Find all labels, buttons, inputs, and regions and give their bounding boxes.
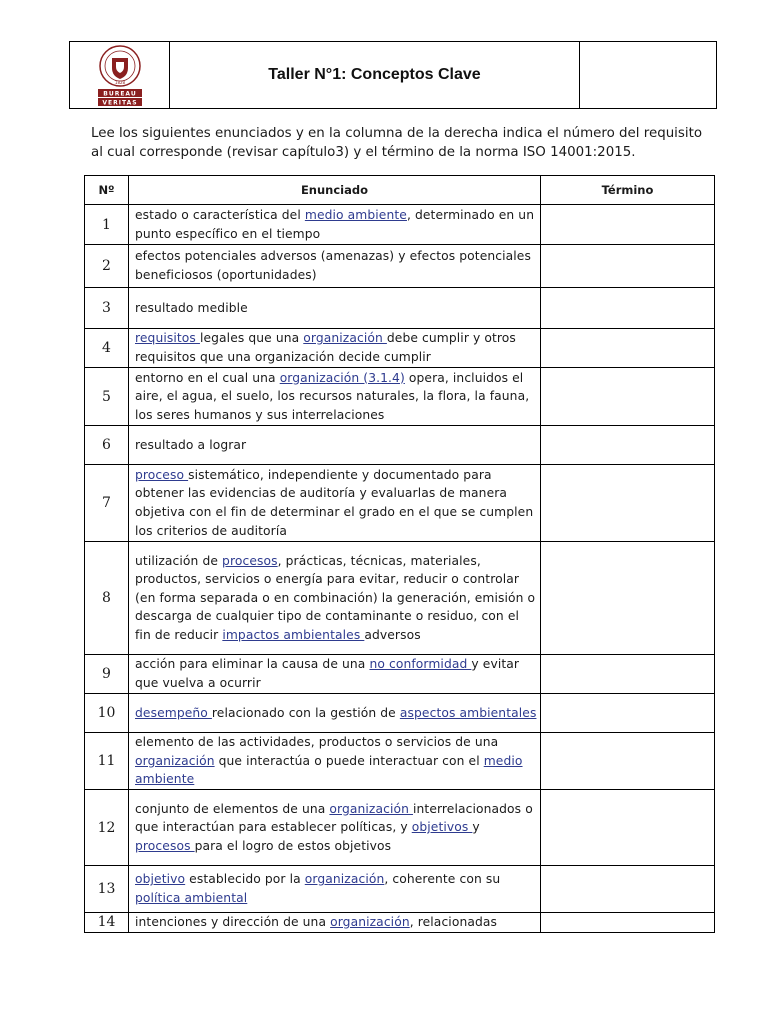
- row-statement: [129, 542, 541, 655]
- row-term-answer-cell[interactable]: [541, 368, 715, 426]
- table-row: [85, 205, 715, 245]
- column-header-term: Término: [541, 176, 715, 205]
- statement-text: legales que una: [199, 331, 304, 346]
- term-link[interactable]: organización: [135, 753, 215, 768]
- row-number: 13: [85, 866, 129, 913]
- row-term-answer-cell[interactable]: [541, 329, 715, 368]
- table-body: [85, 205, 715, 933]
- row-number: 8: [85, 542, 129, 655]
- instructions: [91, 124, 731, 162]
- row-number: 4: [85, 329, 129, 368]
- term-link[interactable]: aspectos ambientales: [399, 705, 537, 720]
- table-row: [85, 866, 715, 913]
- row-number: 6: [85, 426, 129, 465]
- statement-text: resultado medible: [135, 300, 248, 315]
- row-term-answer-cell[interactable]: [541, 694, 715, 733]
- instructions-line-2: al cual corresponde (revisar capítulo3) y el término de la norma ISO 14001:2015.: [91, 145, 636, 160]
- term-link[interactable]: requisitos: [135, 331, 200, 346]
- row-statement: [129, 329, 541, 368]
- statement-text: para el logro de estos objetivos: [194, 838, 392, 853]
- term-link[interactable]: organización: [329, 801, 413, 816]
- statement-text: , relacionadas: [409, 915, 498, 929]
- term-link[interactable]: organización: [330, 915, 410, 929]
- statement-text: que interactúa o puede interactuar con el: [214, 753, 484, 768]
- row-number: 10: [85, 694, 129, 733]
- statement-text: , coherente con su: [384, 872, 501, 887]
- table-row: [85, 465, 715, 542]
- row-term-answer-cell[interactable]: [541, 426, 715, 465]
- term-link[interactable]: organización: [304, 872, 385, 887]
- header-blank-cell: [580, 42, 716, 108]
- column-header-statement: Enunciado: [129, 176, 541, 205]
- statement-text: establecido por la: [185, 872, 305, 887]
- row-statement: [129, 733, 541, 790]
- svg-text:BUREAU: BUREAU: [102, 90, 137, 98]
- term-link[interactable]: política ambiental: [135, 891, 248, 905]
- term-link[interactable]: no conformidad: [369, 657, 472, 672]
- statement-text: y evitar que vuelva a ocurrir: [135, 657, 520, 690]
- statement-text: utilización de: [135, 553, 223, 568]
- table-row: [85, 733, 715, 790]
- term-link[interactable]: desempeño: [135, 705, 212, 720]
- statement-text: efectos potenciales adversos (amenazas) y efectos potenciales beneficiosos (oportunidades): [135, 249, 531, 282]
- row-term-answer-cell[interactable]: [541, 913, 715, 933]
- row-term-answer-cell[interactable]: [541, 733, 715, 790]
- table-row: [85, 288, 715, 329]
- concepts-table: [84, 175, 715, 933]
- row-number: 2: [85, 245, 129, 288]
- statement-text: sistemático, independiente y documentado para obtener las evidencias de auditoría y evaluarlas de manera objetiva con el fin de determinar el grado en el que se cumplen los criterios de auditoría: [135, 467, 534, 538]
- row-statement: [129, 694, 541, 733]
- statement-text: interrelacionados o que interactúan para establecer políticas, y: [135, 801, 533, 835]
- column-header-number: Nº: [85, 176, 129, 205]
- table-row: [85, 329, 715, 368]
- row-term-answer-cell[interactable]: [541, 288, 715, 329]
- term-link[interactable]: medio ambiente: [304, 207, 407, 222]
- row-statement: [129, 465, 541, 542]
- statement-text: relacionado con la gestión de: [211, 705, 400, 720]
- table-row: [85, 655, 715, 694]
- statement-text: , prácticas, técnicas, materiales, productos, servicios o energía para evitar, reducir o controlar (en forma separada o en combinación) la generación, emisión o descarga de cualquier tipo de contaminante o residuo, con el fin de reducir: [135, 553, 536, 642]
- row-number: 7: [85, 465, 129, 542]
- row-statement: [129, 245, 541, 288]
- term-link[interactable]: impactos ambientales: [222, 627, 365, 642]
- page-title: Taller N°1: Conceptos Clave: [170, 42, 580, 108]
- row-number: 5: [85, 368, 129, 426]
- row-term-answer-cell[interactable]: [541, 542, 715, 655]
- table-row: [85, 245, 715, 288]
- table-header-row: [85, 176, 715, 205]
- bureau-veritas-logo-icon: [98, 44, 142, 106]
- row-statement: [129, 913, 541, 933]
- row-number: 12: [85, 790, 129, 866]
- term-link[interactable]: objetivos: [411, 820, 473, 835]
- statement-text: y: [472, 820, 480, 835]
- statement-text: entorno en el cual una: [135, 370, 280, 385]
- row-term-answer-cell[interactable]: [541, 655, 715, 694]
- term-link[interactable]: organización (3.1.4): [279, 370, 405, 385]
- row-number: 9: [85, 655, 129, 694]
- table-row: [85, 790, 715, 866]
- row-number: 1: [85, 205, 129, 245]
- statement-text: resultado a lograr: [135, 437, 247, 452]
- row-number: 14: [85, 913, 129, 933]
- row-statement: [129, 655, 541, 694]
- term-link[interactable]: procesos: [135, 838, 195, 853]
- term-link[interactable]: objetivo: [135, 872, 186, 887]
- row-number: 3: [85, 288, 129, 329]
- statement-text: estado o característica del: [135, 207, 305, 222]
- row-statement: [129, 790, 541, 866]
- table-row: [85, 694, 715, 733]
- statement-text: elemento de las actividades, productos o servicios de una: [135, 735, 499, 750]
- svg-text:1828: 1828: [114, 80, 125, 85]
- row-statement: [129, 426, 541, 465]
- row-statement: [129, 368, 541, 426]
- row-term-answer-cell[interactable]: [541, 790, 715, 866]
- row-statement: [129, 866, 541, 913]
- row-term-answer-cell[interactable]: [541, 866, 715, 913]
- table-row: [85, 426, 715, 465]
- row-statement: [129, 288, 541, 329]
- statement-text: opera, incluidos el aire, el agua, el suelo, los recursos naturales, la flora, la fauna, los seres humanos y sus interrelaciones: [135, 370, 530, 422]
- term-link[interactable]: organización: [303, 331, 387, 346]
- statement-text: conjunto de elementos de una: [135, 801, 330, 816]
- statement-text: adversos: [364, 627, 421, 642]
- term-link[interactable]: procesos: [222, 553, 278, 568]
- instructions-line-1: Lee los siguientes enunciados y en la columna de la derecha indica el número del requisito: [91, 126, 703, 141]
- table-row: [85, 368, 715, 426]
- svg-text:VERITAS: VERITAS: [101, 99, 138, 106]
- row-term-answer-cell[interactable]: [541, 465, 715, 542]
- document-header: [69, 41, 717, 109]
- table-row: [85, 542, 715, 655]
- term-link[interactable]: medio ambiente: [135, 753, 523, 787]
- table-row: [85, 913, 715, 933]
- logo-cell: [70, 42, 170, 108]
- statement-text: debe cumplir y otros requisitos que una organización decide cumplir: [135, 331, 516, 364]
- row-term-answer-cell[interactable]: [541, 205, 715, 245]
- statement-text: , determinado en un punto específico en el tiempo: [135, 207, 535, 241]
- row-number: 11: [85, 733, 129, 790]
- statement-text: acción para eliminar la causa de una: [135, 657, 370, 672]
- row-statement: [129, 205, 541, 245]
- row-term-answer-cell[interactable]: [541, 245, 715, 288]
- statement-text: intenciones y dirección de una: [135, 915, 331, 929]
- term-link[interactable]: proceso: [135, 467, 189, 482]
